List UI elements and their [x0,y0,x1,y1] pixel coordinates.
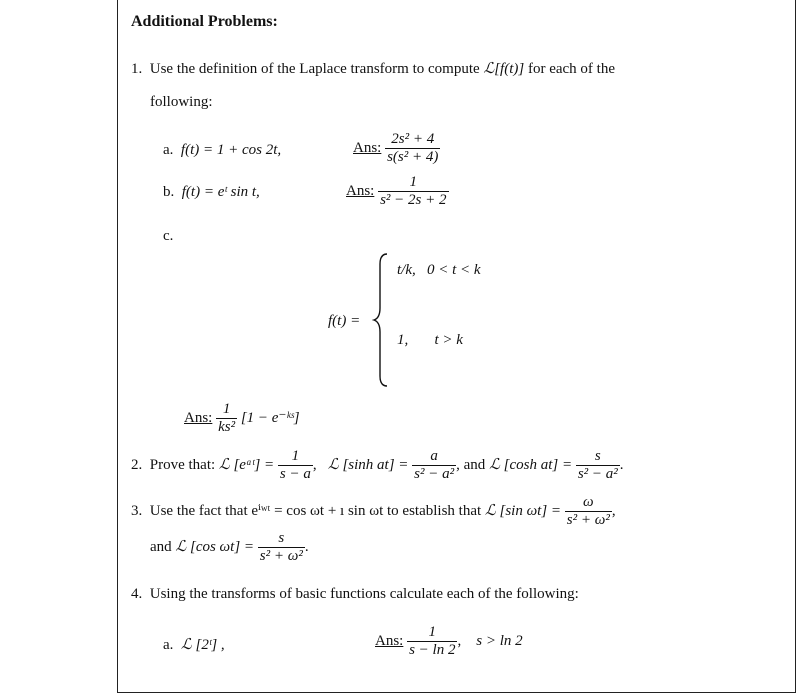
piecewise-lhs: f(t) = [328,313,361,329]
conjunction: and [150,538,172,555]
math-expr: ℒ [eᵃᵗ] = [218,456,275,473]
problem-text: Use the fact that eⁱʷᵗ = cos ωt + ı sin ωt to establish that [149,502,482,519]
fraction [278,448,313,483]
problem-2: 2. Prove that: ℒ [eᵃᵗ] = $\frac{1}{s - a}$ , ℒ [sinh at] = $\frac{a}{\text{s² − a²}}$ , and ℒ [cosh at] = $\frac{s}{\text{s² − a²}}$ . [131,448,624,482]
problem-text-tail: for each of the [527,61,615,77]
item-label: b. [163,184,175,200]
problem-number: 3. [131,502,143,519]
problem-text: Using the transforms of basic functions calculate each of the following: [149,586,579,602]
problem-number: 4. [131,586,143,602]
problem-number: 2. [131,456,143,473]
fraction [412,448,456,483]
case-value: 1, [397,332,409,348]
problem-text: Prove that: [149,456,216,473]
answer-label: Ans: [375,632,404,649]
case-2 [397,332,463,349]
fraction-numerator: 1 [378,174,448,192]
problem-4 [131,586,579,603]
answer-1c [184,401,300,436]
fraction-denominator: s² − 2s + 2 [380,192,447,208]
problem-1-line2: following: [150,94,213,110]
case-condition: t > k [434,332,463,348]
item-1c-label: c. [163,228,174,244]
section-heading: Additional Problems: [131,13,278,30]
fraction-numerator: 1 [278,448,313,466]
math-expr: ℒ [cosh at] = [489,456,573,473]
answer-label: Ans: [184,409,213,426]
fraction-denominator: s² + ω² [259,548,303,564]
fraction [576,448,620,483]
answer-label: Ans: [353,139,382,156]
fraction-denominator: s² + ω² [566,512,610,528]
fraction-denominator: s − ln 2 [409,642,456,658]
fraction-denominator: s² − a² [577,466,618,482]
answer-bracket: [1 − e⁻ᵏˢ] [240,409,300,426]
fraction-numerator: ω [565,494,612,512]
item-label: a. [163,142,174,158]
fraction-numerator: a [412,448,456,466]
fraction-numerator: s [258,530,305,548]
math-expr: ℒ [cos ωt] = [175,538,255,555]
conjunction: and [463,456,486,473]
answer-fraction [378,174,448,209]
fraction-numerator: 1 [407,624,457,642]
problem-3-line1: 3. Use the fact that eⁱʷᵗ = cos ωt + ı sin ωt to establish that ℒ [sin ωt] = $\frac{\omega}{\text{s² + ω²}}$ , [131,494,616,528]
item-1a [163,142,281,159]
math-expr: ℒ [2ᵗ] , [180,637,225,653]
answer-1a [353,131,440,166]
fraction [565,494,612,529]
answer-condition: s > ln 2 [476,632,523,649]
math-expr: ℒ [sinh at] = [327,456,409,473]
problem-text: Use the definition of the Laplace transform to compute [149,61,480,77]
answer-fraction [385,131,440,166]
case-condition: 0 < t < k [427,262,481,278]
item-4a [163,635,225,654]
function-def: f(t) = eᵗ sin t, [181,184,260,200]
fraction-denominator: ks² [218,419,236,435]
fraction-denominator: s(s² + 4) [387,149,439,165]
case-value: t/k, [397,262,416,278]
fraction-denominator: s − a [279,466,311,482]
fraction-numerator: 2s² + 4 [385,131,440,149]
answer-label: Ans: [346,182,375,199]
fraction [258,530,305,565]
answer-fraction [407,624,457,659]
function-def: f(t) = 1 + cos 2t, [180,142,282,158]
answer-1b [346,174,449,209]
math-expr: ℒ [sin ωt] = [484,502,562,519]
problem-3-line2: and ℒ [cos ωt] = $\frac{s}{\text{s² + ω²}}$ . [150,530,309,564]
case-1 [397,262,481,279]
piecewise-brace [372,252,390,388]
problem-number: 1. [131,61,143,77]
fraction-numerator: s [576,448,620,466]
fraction-numerator: 1 [216,401,237,419]
fraction-denominator: s² − a² [414,466,455,482]
item-label: a. [163,637,174,653]
math-expr: ℒ[f(t)] [483,61,525,77]
answer-fraction [216,401,237,436]
answer-4a: Ans: $\frac{1}{s - \ln 2}$ , s > ln 2 [375,624,523,658]
item-1b [163,184,260,201]
problem-1-line1 [131,59,615,78]
